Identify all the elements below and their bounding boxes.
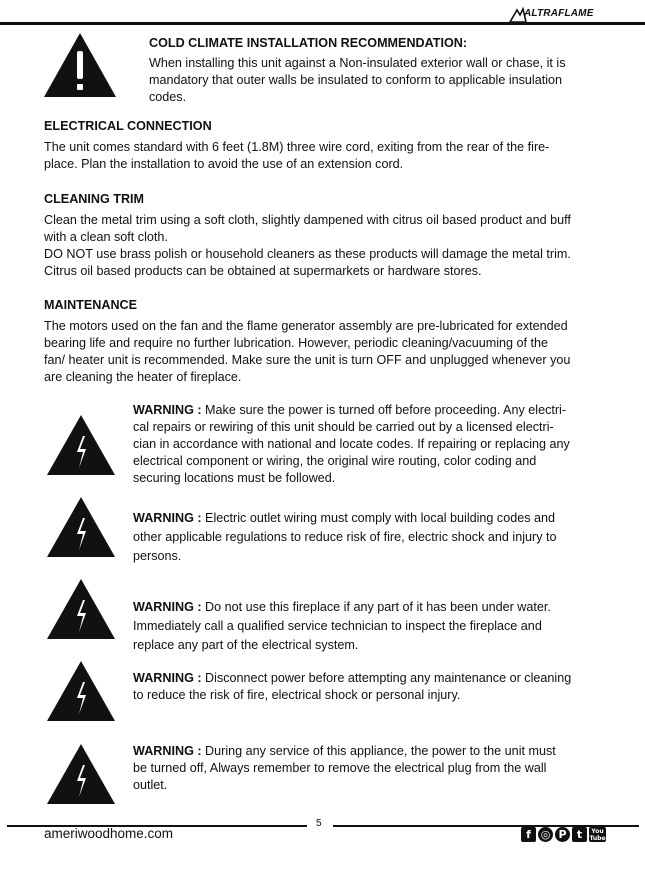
electrical-hazard-icon: [46, 414, 116, 476]
warning-label: WARNING :: [133, 671, 202, 685]
warning-label: WARNING :: [133, 600, 202, 614]
warning-5: [133, 743, 603, 794]
warning-label: WARNING :: [133, 511, 202, 525]
website-link[interactable]: ameriwoodhome.com: [44, 826, 174, 841]
warning-3: [133, 598, 595, 655]
cold-climate-title: COLD CLIMATE INSTALLATION RECOMMENDATION:: [149, 36, 468, 50]
cleaning-title: CLEANING TRIM: [44, 192, 145, 206]
warning-text: During any service of this appliance, the power to the unit must be turned off, Always remember to remove the electrical plug from the wall outlet.: [133, 744, 556, 792]
electrical-hazard-icon: [46, 660, 116, 722]
warning-4: [133, 670, 603, 704]
electrical-title: ELECTRICAL CONNECTION: [44, 119, 212, 133]
electrical-hazard-icon: [46, 743, 116, 805]
header-rule: [0, 22, 645, 25]
maintenance-title: MAINTENANCE: [44, 298, 138, 312]
pinterest-icon[interactable]: P: [555, 827, 570, 842]
warning-text: Electric outlet wiring must comply with local building codes and other applicable regulations to reduce risk of fire, electric shock and injury to persons.: [133, 511, 557, 563]
cold-climate-body: When installing this unit against a Non-insulated exterior wall or chase, it is mandatory that outer walls be insulated to conform to applicable insulation codes.: [149, 56, 566, 104]
maintenance-body: The motors used on the fan and the flame generator assembly are pre-lubricated for extended bearing life and require no further lubrication. However, periodic cleaning/vacuuming of the fan/ heater unit is recommended. Make sure the unit is turn OFF and unplugged whenever you are cleaning the heater of fireplace.: [44, 319, 571, 384]
electrical-hazard-icon: [46, 578, 116, 640]
electrical-hazard-icon: [46, 496, 116, 558]
warning-text: Make sure the power is turned off before proceeding. Any electri- cal repairs or rewiring of this unit should be carried out by a licensed electri- cian in accordance with national and locate codes. If repairing or replacing any electrical component or wiring, the original wire routing, color coding and securing locations must be followed.: [133, 403, 570, 485]
warning-2: [133, 509, 603, 566]
facebook-icon[interactable]: f: [521, 827, 536, 842]
warning-text: Do not use this fireplace if any part of it has been under water. Immediately call a qualified service technician to inspect the fireplace and replace any part of the electrical system.: [133, 600, 551, 652]
warning-text: Disconnect power before attempting any maintenance or cleaning to reduce the risk of fire, electrical shock or personal injury.: [133, 671, 572, 702]
warning-label: WARNING :: [133, 744, 202, 758]
electrical-body: The unit comes standard with 6 feet (1.8M) three wire cord, exiting from the rear of the fire- place. Plan the installation to avoid the use of an extension cord.: [44, 140, 550, 171]
brand-name: ALTRAFLAME: [524, 8, 594, 19]
warning-label: WARNING :: [133, 403, 202, 417]
caution-icon: [42, 31, 118, 99]
social-icons: [521, 827, 606, 842]
page-number: 5: [316, 818, 322, 829]
cleaning-body: Clean the metal trim using a soft cloth, slightly dampened with citrus oil based product and buff with a clean soft cloth. DO NOT use brass polish or household cleaners as these products will damage the metal trim. Citrus oil based products can be obtained at supermarkets or hardware stores.: [44, 213, 571, 278]
twitter-icon[interactable]: t: [572, 827, 587, 842]
warning-1: [133, 402, 603, 487]
instagram-icon[interactable]: ◎: [538, 827, 553, 842]
youtube-icon[interactable]: You Tube: [589, 828, 606, 842]
